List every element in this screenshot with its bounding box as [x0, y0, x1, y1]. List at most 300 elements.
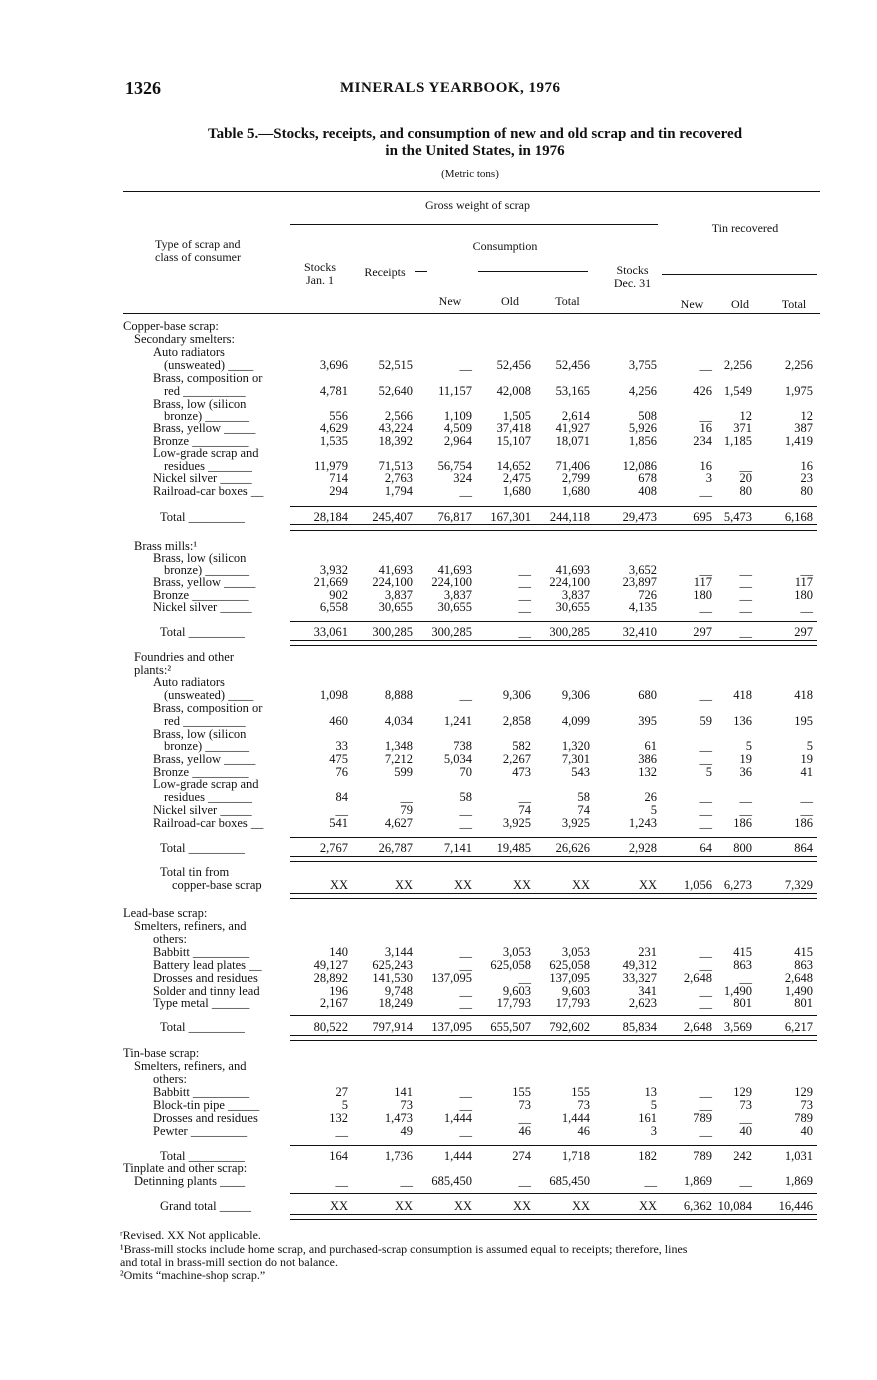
row-label: red __________	[164, 714, 246, 728]
cell-stocks-dec: 678	[638, 471, 657, 485]
cell-stocks-dec: 13	[644, 1085, 657, 1099]
table-row	[0, 1125, 877, 1137]
cell-receipts: 30,655	[378, 600, 413, 614]
cell-tin-old: 415	[733, 945, 752, 959]
table-row	[0, 1060, 877, 1072]
cell-stocks-jan: 1,098	[319, 688, 348, 702]
cell-receipts: 1,473	[384, 1111, 413, 1125]
cell-consumption-total: 46	[577, 1124, 590, 1138]
cell-receipts: 9,748	[384, 984, 413, 998]
table-row	[0, 817, 877, 829]
cell-consumption-old: __	[518, 1174, 531, 1188]
cell-consumption-total: 543	[571, 765, 590, 779]
cell-tin-total: 1,975	[784, 384, 813, 398]
cell-tin-total: 19	[800, 752, 813, 766]
cell-consumption-new: 3,837	[443, 588, 472, 602]
cell-receipts: 3,144	[384, 945, 413, 959]
cell-consumption-total: 3,837	[561, 588, 590, 602]
cell-receipts: __	[400, 790, 413, 804]
cell-tin-total: 864	[794, 841, 813, 855]
row-label: Bronze _________	[153, 588, 249, 602]
cell-consumption-total: 53,165	[555, 384, 590, 398]
row-label: Low-grade scrap and	[153, 446, 259, 460]
cell-tin-new: __	[699, 358, 712, 372]
row-label: Tin-base scrap:	[123, 1046, 200, 1060]
cell-consumption-total: 18,071	[555, 434, 590, 448]
cell-consumption-total: 9,306	[561, 688, 590, 702]
cell-stocks-jan: 33,061	[313, 625, 348, 639]
cell-stocks-jan: XX	[329, 1199, 348, 1213]
cell-tin-new: 297	[693, 625, 712, 639]
cell-consumption-new: 5,034	[443, 752, 472, 766]
cell-consumption-total: 7,301	[561, 752, 590, 766]
cell-stocks-dec: 23,897	[622, 575, 657, 589]
cell-consumption-new: 1,444	[443, 1111, 472, 1125]
table-row	[0, 1162, 877, 1174]
table-row	[0, 842, 877, 854]
cell-tin-old: 3,569	[723, 1020, 752, 1034]
cell-stocks-jan: 4,629	[319, 421, 348, 435]
cell-tin-new: __	[699, 1124, 712, 1138]
row-label: Total _________	[160, 841, 245, 855]
total-rule	[290, 1035, 817, 1036]
cell-receipts: 18,392	[378, 434, 413, 448]
cell-receipts: 1,348	[384, 739, 413, 753]
table-row	[0, 689, 877, 701]
header-stocks-jan-line-1: Stocks	[303, 260, 336, 274]
cell-consumption-new: __	[459, 358, 472, 372]
cell-consumption-new: XX	[453, 878, 472, 892]
cell-stocks-dec: 726	[638, 588, 657, 602]
row-label: Brass, composition or	[153, 371, 263, 385]
cell-consumption-new: 1,444	[443, 1149, 472, 1163]
cell-stocks-dec: 508	[638, 409, 657, 423]
row-label: Brass, composition or	[153, 701, 263, 715]
cell-tin-total: 41	[800, 765, 813, 779]
total-rule	[290, 856, 817, 857]
table-row	[0, 601, 877, 613]
consumption-rule-right	[478, 271, 588, 272]
table-row	[0, 1099, 877, 1111]
cell-tin-old: 6,273	[723, 878, 752, 892]
cell-tin-total: 16,446	[778, 1199, 813, 1213]
cell-consumption-new: __	[459, 945, 472, 959]
row-label: red __________	[164, 384, 246, 398]
total-rule	[290, 1193, 817, 1194]
cell-consumption-old: __	[518, 575, 531, 589]
cell-consumption-total: XX	[571, 878, 590, 892]
cell-tin-old: 186	[733, 816, 752, 830]
cell-tin-new: __	[699, 600, 712, 614]
table-row	[0, 959, 877, 971]
header-new: New	[438, 294, 462, 308]
cell-stocks-jan: __	[335, 803, 348, 817]
cell-tin-new: __	[699, 1098, 712, 1112]
cell-tin-total: __	[800, 790, 813, 804]
cell-receipts: 79	[400, 803, 413, 817]
cell-stocks-jan: 28,892	[313, 971, 348, 985]
cell-tin-total: 12	[800, 409, 813, 423]
cell-receipts: 2,763	[384, 471, 413, 485]
cell-tin-total: 73	[800, 1098, 813, 1112]
cell-tin-old: 2,256	[723, 358, 752, 372]
cell-stocks-jan: 1,535	[319, 434, 348, 448]
cell-stocks-dec: 49,312	[622, 958, 657, 972]
cell-stocks-jan: 6,558	[319, 600, 348, 614]
cell-tin-new: 2,648	[683, 971, 712, 985]
cell-tin-total: 117	[794, 575, 813, 589]
table-row	[0, 576, 877, 588]
header-type-line-1: Type of scrap and	[155, 237, 241, 251]
cell-stocks-jan: 2,167	[319, 996, 348, 1010]
cell-consumption-total: 26,626	[555, 841, 590, 855]
row-label: residues _______	[164, 790, 252, 804]
header-stocks-jan	[295, 261, 345, 287]
cell-receipts: 43,224	[378, 421, 413, 435]
cell-stocks-dec: 26	[644, 790, 657, 804]
cell-consumption-total: 2,614	[561, 409, 590, 423]
table-row	[0, 766, 877, 778]
cell-stocks-dec: 4,135	[628, 600, 657, 614]
cell-receipts: 245,407	[372, 510, 413, 524]
cell-consumption-total: 137,095	[549, 971, 590, 985]
cell-consumption-new: __	[459, 1098, 472, 1112]
cell-consumption-old: 3,053	[502, 945, 531, 959]
cell-stocks-dec: 4,256	[628, 384, 657, 398]
cell-stocks-jan: 4,781	[319, 384, 348, 398]
cell-consumption-old: 274	[512, 1149, 531, 1163]
cell-receipts: 7,212	[384, 752, 413, 766]
cell-tin-new: 16	[699, 459, 712, 473]
cell-consumption-old: __	[518, 625, 531, 639]
table-row	[0, 866, 877, 878]
header-stocks-dec	[605, 264, 660, 290]
table-row	[0, 422, 877, 434]
cell-receipts: XX	[394, 878, 413, 892]
cell-tin-total: 1,419	[784, 434, 813, 448]
cell-tin-old: 40	[739, 1124, 752, 1138]
table-row	[0, 1047, 877, 1059]
cell-consumption-new: __	[459, 984, 472, 998]
row-label: copper-base scrap	[172, 878, 262, 892]
cell-tin-new: 117	[693, 575, 712, 589]
cell-tin-total: 418	[794, 688, 813, 702]
cell-consumption-old: __	[518, 563, 531, 577]
cell-tin-new: __	[699, 803, 712, 817]
table-row	[0, 320, 877, 332]
table-row	[0, 1021, 877, 1033]
cell-stocks-jan: 11,979	[314, 459, 348, 473]
cell-tin-old: __	[739, 803, 752, 817]
cell-tin-total: 180	[794, 588, 813, 602]
table-row	[0, 946, 877, 958]
cell-receipts: 300,285	[372, 625, 413, 639]
row-label: Brass, low (silicon	[153, 397, 247, 411]
total-rule	[290, 1040, 817, 1041]
header-bottom-rule	[123, 313, 820, 314]
cell-tin-old: 1,490	[723, 984, 752, 998]
cell-consumption-new: __	[459, 1085, 472, 1099]
cell-tin-total: 7,329	[784, 878, 813, 892]
cell-tin-old: 20	[739, 471, 752, 485]
cell-stocks-jan: 902	[329, 588, 348, 602]
row-label: Smelters, refiners, and	[134, 1059, 247, 1073]
cell-tin-old: __	[739, 625, 752, 639]
header-stocks-dec-line-1: Stocks	[616, 263, 649, 277]
cell-consumption-new: __	[459, 688, 472, 702]
cell-tin-new: 5	[705, 765, 712, 779]
table-row	[0, 907, 877, 919]
cell-consumption-old: 37,418	[496, 421, 531, 435]
cell-tin-old: __	[739, 563, 752, 577]
cell-consumption-old: 14,652	[496, 459, 531, 473]
cell-receipts: 2,566	[384, 409, 413, 423]
cell-stocks-jan: 76	[335, 765, 348, 779]
cell-consumption-total: 58	[577, 790, 590, 804]
row-label: Low-grade scrap and	[153, 777, 259, 791]
cell-stocks-jan: 140	[329, 945, 348, 959]
cell-consumption-old: 155	[512, 1085, 531, 1099]
cell-stocks-dec: 61	[644, 739, 657, 753]
cell-consumption-new: 30,655	[437, 600, 472, 614]
cell-stocks-dec: 85,834	[622, 1020, 657, 1034]
cell-consumption-old: 73	[518, 1098, 531, 1112]
cell-tin-new: 16	[699, 421, 712, 435]
cell-tin-total: __	[800, 563, 813, 577]
total-rule	[290, 506, 817, 507]
row-label: Grand total _____	[160, 1199, 251, 1213]
cell-stocks-jan: 80,522	[313, 1020, 348, 1034]
cell-consumption-new: __	[459, 996, 472, 1010]
table-row	[0, 511, 877, 523]
cell-consumption-old: 2,475	[502, 471, 531, 485]
cell-tin-new: __	[699, 945, 712, 959]
total-rule	[290, 530, 817, 531]
cell-tin-total: 387	[794, 421, 813, 435]
header-tin-total: Total	[781, 297, 807, 311]
cell-consumption-old: 167,301	[490, 510, 531, 524]
cell-tin-old: 73	[739, 1098, 752, 1112]
header-total: Total	[555, 294, 580, 308]
table-row	[0, 346, 877, 358]
cell-receipts: 49	[400, 1124, 413, 1138]
cell-tin-total: 1,490	[784, 984, 813, 998]
row-label: Drosses and residues	[153, 971, 258, 985]
cell-consumption-total: 74	[577, 803, 590, 817]
header-stocks-dec-line-2: Dec. 31	[613, 276, 652, 290]
table-row	[0, 972, 877, 984]
cell-consumption-total: 1,718	[561, 1149, 590, 1163]
cell-consumption-new: 324	[453, 471, 472, 485]
cell-consumption-total: 71,406	[555, 459, 590, 473]
row-label: Secondary smelters:	[134, 332, 236, 346]
top-rule	[123, 191, 820, 192]
cell-consumption-old: 1,505	[502, 409, 531, 423]
cell-consumption-total: 300,285	[549, 625, 590, 639]
table-title-line-2: in the United States, in 1976	[385, 143, 565, 159]
cell-tin-old: __	[739, 575, 752, 589]
cell-consumption-total: 4,099	[561, 714, 590, 728]
cell-receipts: 26,787	[378, 841, 413, 855]
cell-consumption-old: XX	[512, 1199, 531, 1213]
cell-tin-old: 5	[745, 739, 752, 753]
row-label: Railroad-car boxes __	[153, 484, 264, 498]
total-rule	[290, 898, 817, 899]
header-type-of-scrap	[155, 238, 315, 264]
cell-tin-total: __	[800, 803, 813, 817]
cell-consumption-old: 42,008	[496, 384, 531, 398]
cell-stocks-dec: 395	[638, 714, 657, 728]
cell-consumption-new: __	[459, 958, 472, 972]
cell-consumption-old: 2,858	[502, 714, 531, 728]
table-row	[0, 626, 877, 638]
cell-tin-new: 64	[699, 841, 712, 855]
row-label: Smelters, refiners, and	[134, 919, 247, 933]
cell-receipts: 625,243	[372, 958, 413, 972]
total-rule	[290, 1219, 817, 1220]
row-label: bronze) _______	[164, 409, 250, 423]
cell-tin-new: 3	[705, 471, 712, 485]
row-label: Bronze _________	[153, 434, 249, 448]
row-label: Brass, low (silicon	[153, 551, 247, 565]
running-title: MINERALS YEARBOOK, 1976	[340, 80, 561, 96]
header-receipts: Receipts	[364, 265, 406, 279]
cell-consumption-total: 625,058	[549, 958, 590, 972]
table-row	[0, 333, 877, 345]
cell-consumption-old: 582	[512, 739, 531, 753]
cell-stocks-dec: 29,473	[622, 510, 657, 524]
cell-stocks-jan: 2,767	[319, 841, 348, 855]
cell-tin-old: __	[739, 1111, 752, 1125]
cell-stocks-dec: 182	[638, 1149, 657, 1163]
cell-tin-new: __	[699, 688, 712, 702]
row-label: Auto radiators	[153, 345, 225, 359]
cell-stocks-dec: 1,856	[628, 434, 657, 448]
cell-tin-new: __	[699, 790, 712, 804]
table-row	[0, 879, 877, 891]
row-label: Brass mills:¹	[134, 539, 198, 553]
cell-consumption-old: __	[518, 588, 531, 602]
cell-consumption-new: 56,754	[437, 459, 472, 473]
cell-stocks-jan: 164	[329, 1149, 348, 1163]
cell-stocks-jan: 5	[341, 1098, 348, 1112]
cell-consumption-new: 2,964	[443, 434, 472, 448]
cell-receipts: XX	[394, 1199, 413, 1213]
cell-consumption-total: 9,603	[561, 984, 590, 998]
cell-tin-new: 426	[693, 384, 712, 398]
consumption-rule-left	[415, 271, 427, 272]
cell-tin-new: __	[699, 816, 712, 830]
header-consumption: Consumption	[472, 239, 538, 253]
cell-tin-total: 297	[794, 625, 813, 639]
cell-consumption-old: __	[518, 1111, 531, 1125]
cell-receipts: 52,640	[378, 384, 413, 398]
cell-consumption-new: 1,109	[443, 409, 472, 423]
cell-receipts: 71,513	[378, 459, 413, 473]
cell-receipts: __	[400, 1174, 413, 1188]
gross-weight-rule	[290, 224, 658, 225]
cell-consumption-new: __	[459, 484, 472, 498]
row-label: Total tin from	[160, 865, 230, 879]
cell-tin-old: 136	[733, 714, 752, 728]
cell-tin-total: 23	[800, 471, 813, 485]
cell-tin-total: 80	[800, 484, 813, 498]
row-label: residues _______	[164, 459, 252, 473]
cell-receipts: 73	[400, 1098, 413, 1112]
row-label: Brass, low (silicon	[153, 727, 247, 741]
cell-consumption-old: 17,793	[496, 996, 531, 1010]
cell-receipts: 4,627	[384, 816, 413, 830]
cell-receipts: 1,736	[384, 1149, 413, 1163]
cell-tin-new: __	[699, 752, 712, 766]
cell-stocks-dec: 680	[638, 688, 657, 702]
cell-consumption-old: 655,507	[490, 1020, 531, 1034]
table-row	[0, 472, 877, 484]
table-row	[0, 702, 877, 714]
cell-consumption-old: 9,603	[502, 984, 531, 998]
cell-consumption-total: 685,450	[549, 1174, 590, 1188]
cell-stocks-jan: 27	[335, 1085, 348, 1099]
row-label: Nickel silver _____	[153, 803, 252, 817]
row-label: Railroad-car boxes __	[153, 816, 264, 830]
cell-stocks-jan: 541	[329, 816, 348, 830]
row-label: Solder and tinny lead	[153, 984, 260, 998]
cell-tin-old: 242	[733, 1149, 752, 1163]
cell-tin-old: __	[739, 790, 752, 804]
cell-consumption-new: 11,157	[438, 384, 472, 398]
cell-tin-total: 5	[806, 739, 813, 753]
row-label: others:	[153, 932, 188, 946]
cell-consumption-total: 2,799	[561, 471, 590, 485]
table-row	[0, 997, 877, 1009]
header-tin-old: Old	[731, 297, 749, 311]
cell-consumption-total: 30,655	[555, 600, 590, 614]
total-rule	[290, 893, 817, 894]
cell-consumption-new: __	[459, 1124, 472, 1138]
cell-tin-old: 129	[733, 1085, 752, 1099]
table-row	[0, 485, 877, 497]
cell-tin-new: 695	[693, 510, 712, 524]
total-rule	[290, 640, 817, 641]
cell-stocks-jan: 84	[335, 790, 348, 804]
cell-tin-old: 19	[739, 752, 752, 766]
row-label: Auto radiators	[153, 675, 225, 689]
cell-consumption-total: 3,053	[561, 945, 590, 959]
total-rule	[290, 861, 817, 862]
table-row	[0, 1112, 877, 1124]
row-label: Total _________	[160, 1149, 245, 1163]
cell-consumption-new: 41,693	[437, 563, 472, 577]
cell-stocks-jan: 28,184	[313, 510, 348, 524]
cell-consumption-old: 3,925	[502, 816, 531, 830]
cell-consumption-new: 685,450	[431, 1174, 472, 1188]
cell-receipts: 4,034	[384, 714, 413, 728]
table-row	[0, 1200, 877, 1212]
cell-tin-new: __	[699, 984, 712, 998]
cell-stocks-jan: 33	[335, 739, 348, 753]
cell-consumption-new: 137,095	[431, 971, 472, 985]
row-label: Total _________	[160, 625, 245, 639]
cell-consumption-total: 52,456	[555, 358, 590, 372]
cell-consumption-new: 7,141	[443, 841, 472, 855]
cell-receipts: 41,693	[378, 563, 413, 577]
row-label: Detinning plants ____	[134, 1174, 246, 1188]
cell-consumption-total: 41,693	[555, 563, 590, 577]
page-number: 1326	[125, 78, 161, 98]
total-rule	[290, 837, 817, 838]
cell-tin-total: 801	[794, 996, 813, 1010]
cell-tin-new: __	[699, 958, 712, 972]
